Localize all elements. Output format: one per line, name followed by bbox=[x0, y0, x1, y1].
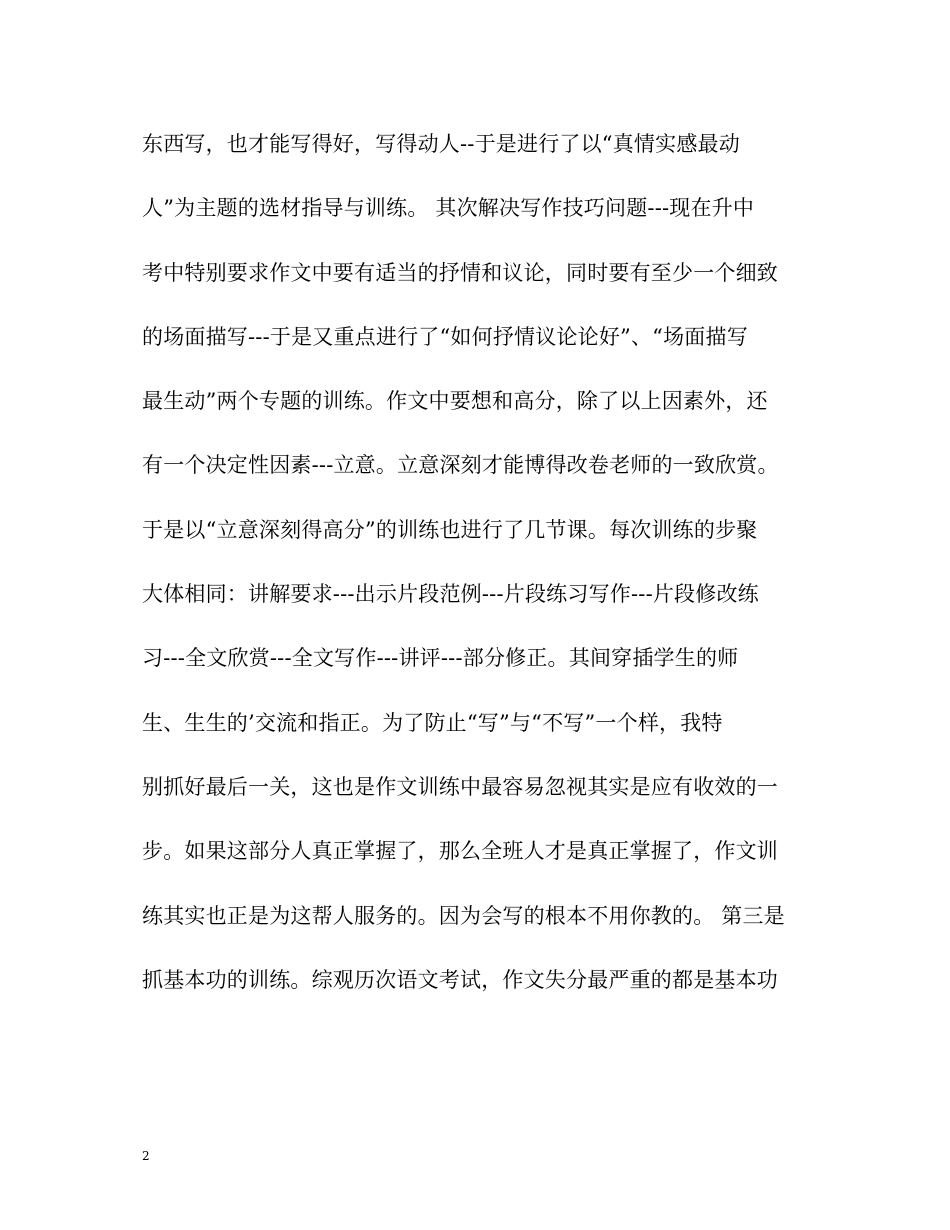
text-line: 最生动”两个专题的训练。作文中要想和高分，除了以上因素外，还 bbox=[142, 389, 768, 414]
text-line: 东西写，也才能写得好，写得动人--于是进行了以“真情实感最动 bbox=[142, 132, 740, 156]
text-line: 大体相同：讲解要求---出示片段范例---片段练习写作---片段修改练 bbox=[142, 582, 759, 607]
text-line: 抓基本功的训练。综观历次语文考试，作文失分最严重的都是基本功 bbox=[142, 967, 778, 992]
text-line: 生、生生的’交流和指正。为了防止“写”与“不写”一个样，我特 bbox=[142, 710, 723, 735]
text-line: 的场面描写---于是又重点进行了“如何抒情议论论好”、“场面描写 bbox=[142, 324, 748, 349]
text-line: 于是以“立意深刻得高分”的训练也进行了几节课。每次训练的步聚 bbox=[142, 517, 758, 542]
text-line: 别抓好最后一关，这也是作文训练中最容易忽视其实是应有收效的一 bbox=[142, 774, 778, 799]
body-text bbox=[142, 126, 822, 1026]
text-line: 人”为主题的选材指导与训练。 其次解决写作技巧问题---现在升中 bbox=[142, 196, 755, 221]
text-line: 步。如果这部分人真正掌握了，那么全班人才是真正掌握了，作文训 bbox=[142, 839, 778, 864]
page-number: 2 bbox=[142, 1149, 150, 1163]
text-line: 练其实也正是为这帮人服务的。因为会写的根本不用你教的。 第三是 bbox=[142, 903, 785, 928]
text-line: 考中特别要求作文中要有适当的抒情和议论，同时要有至少一个细致 bbox=[142, 260, 778, 285]
text-line: 有一个决定性因素---立意。立意深刻才能博得改卷老师的一致欣赏。 bbox=[142, 453, 779, 478]
text-line: 习---全文欣赏---全文写作---讲评---部分修正。其间穿插学生的师 bbox=[142, 646, 739, 671]
